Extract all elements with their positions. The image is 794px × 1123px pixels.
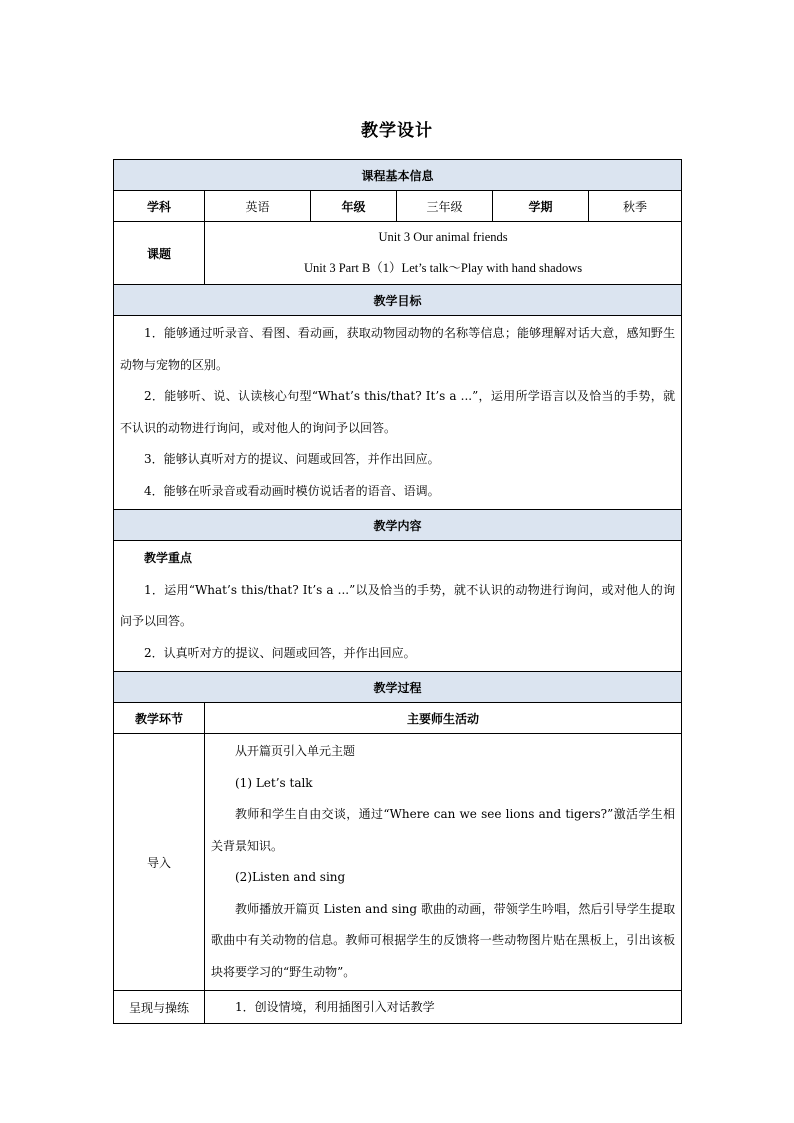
subject-label: 学科 [114, 191, 205, 222]
process-row-intro [114, 734, 682, 991]
subject-value: 英语 [205, 191, 311, 222]
grade-label: 年级 [311, 191, 397, 222]
objective-item: 2．能够听、说、认读核心句型“What’s this/that? It’s a ...”，运用所学语言以及恰当的手势，就不认识的动物进行询问，或对他人的询问予以回答。 [120, 389, 676, 435]
activity-line: 教师播放开篇页 Listen and sing 歌曲的动画，带领学生吟唱，然后引导学生提取歌曲中有关动物的信息。教师可根据学生的反馈将一些动物图片贴在黑板上，引出该板块将要学习的“野生动物”。 [211, 901, 676, 979]
objectives-row [114, 316, 682, 510]
content-header-row [114, 510, 682, 541]
activity-line: (2)Listen and sing [235, 870, 346, 884]
key-point-item: 2．认真听对方的提议、问题或回答，并作出回应。 [144, 645, 416, 660]
content-row [114, 541, 682, 672]
document-title: 教学设计 [361, 121, 433, 141]
activity-column-header: 主要师生活动 [205, 703, 682, 734]
stage-presentation: 呈现与操练 [114, 991, 205, 1024]
content-body [114, 541, 682, 672]
topic-value [205, 222, 682, 285]
objectives-body [114, 316, 682, 510]
topic-label: 课题 [114, 222, 205, 285]
topic-row [114, 222, 682, 285]
process-column-header-row [114, 703, 682, 734]
process-title: 教学过程 [114, 672, 682, 703]
objective-item: 4．能够在听录音或看动画时模仿说话者的语音、语调。 [144, 483, 440, 498]
key-points-label: 教学重点 [144, 551, 193, 565]
term-value: 秋季 [589, 191, 682, 222]
activity-presentation [205, 991, 682, 1024]
topic-line-unit: Unit 3 Our animal friends [378, 230, 508, 244]
basic-info-row [114, 191, 682, 222]
activity-intro [205, 734, 682, 991]
objectives-header-row [114, 285, 682, 316]
activity-line: 1．创设情境，利用插图引入对话教学 [235, 1000, 435, 1014]
objective-item: 1．能够通过听录音、看图、看动画，获取动物园动物的名称等信息；能够理解对话大意，感知野生动物与宠物的区别。 [120, 326, 676, 372]
activity-line: 教师和学生自由交谈，通过“Where can we see lions and tigers?”激活学生相关背景知识。 [211, 807, 676, 853]
activity-line: (1) Let’s talk [235, 775, 313, 790]
objective-item: 3．能够认真听对方的提议、问题或回答，并作出回应。 [144, 452, 440, 466]
grade-value: 三年级 [397, 191, 493, 222]
content-title: 教学内容 [114, 510, 682, 541]
activity-line: 从开篇页引入单元主题 [235, 744, 356, 758]
key-point-item: 1．运用“What’s this/that? It’s a ...”以及恰当的手势，就不认识的动物进行询问，或对他人的询问予以回答。 [120, 582, 676, 628]
stage-intro: 导入 [114, 734, 205, 991]
topic-line-part: Unit 3 Part B（1）Let’s talk～Play with hand shadows [303, 261, 583, 275]
lesson-plan-table [113, 159, 682, 1024]
basic-info-header-row [114, 160, 682, 191]
stage-column-header: 教学环节 [114, 703, 205, 734]
process-header-row [114, 672, 682, 703]
process-row-presentation [114, 991, 682, 1024]
objectives-title: 教学目标 [114, 285, 682, 316]
basic-info-title: 课程基本信息 [114, 160, 682, 191]
term-label: 学期 [493, 191, 589, 222]
